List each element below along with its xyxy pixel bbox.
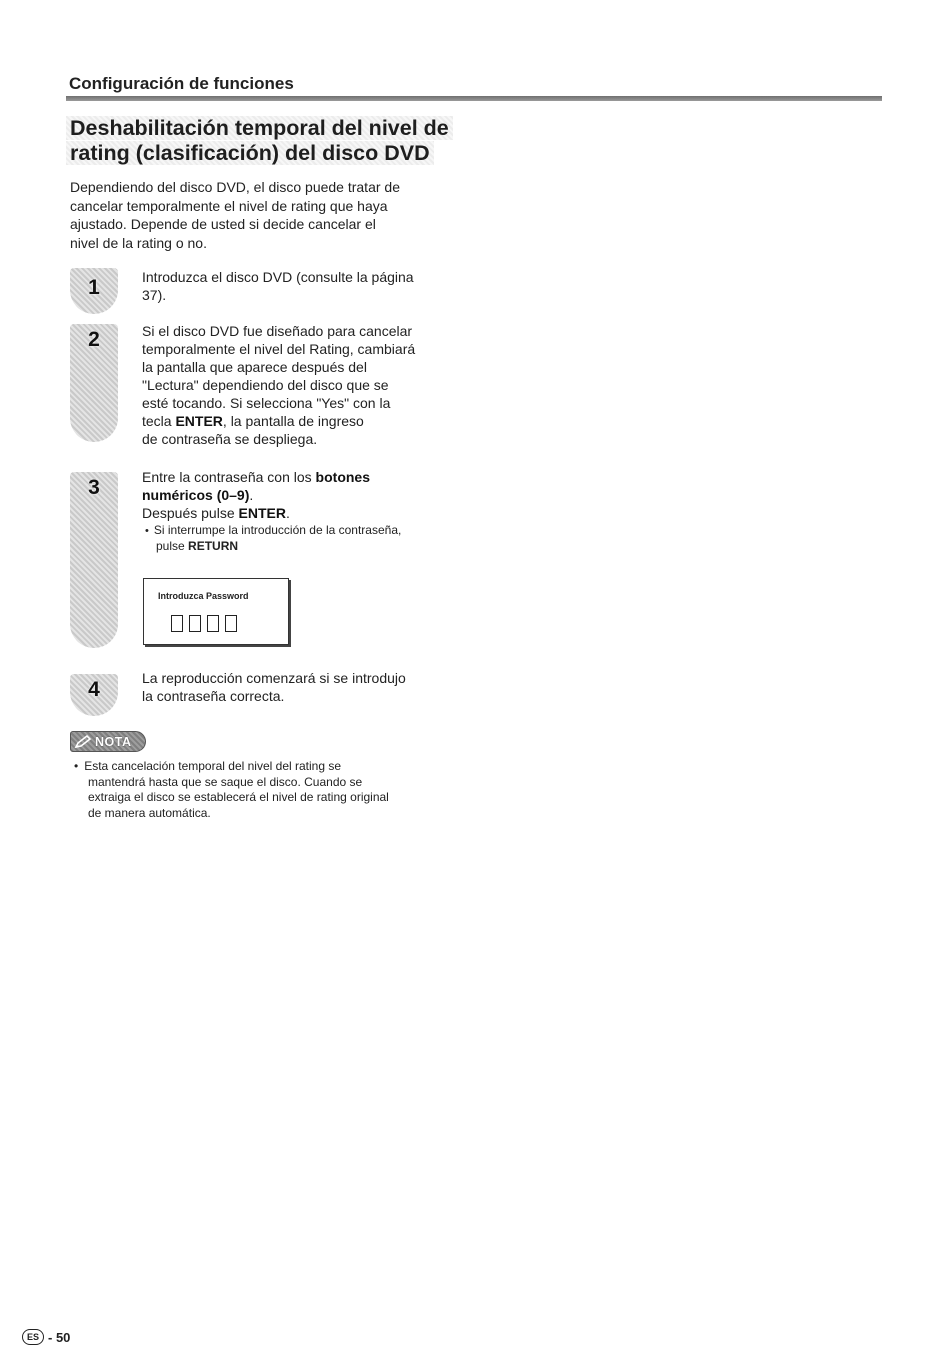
nota-line [74, 759, 464, 775]
step-4-text [142, 669, 467, 705]
step-3-text-run: . [285, 505, 290, 521]
page-footer [22, 1329, 70, 1345]
step-2-badge [70, 324, 118, 442]
sub-note-text: Si interrumpe la introducción de la contraseña, [153, 523, 402, 537]
step-1-number: 1 [88, 276, 100, 299]
step-2-line: de contraseña se despliega. [142, 431, 318, 447]
section-header: Configuración de funciones [69, 74, 294, 93]
step-4-number: 4 [88, 678, 100, 701]
step-2-text-run: , la pantalla de ingreso [222, 413, 364, 429]
nota-line: de manera automática. [88, 805, 211, 820]
page-title-line-1: Deshabilitación temporal del nivel de [66, 116, 453, 140]
password-digit-box [189, 615, 201, 632]
step-2-line: temporalmente el nivel del Rating, cambiará [142, 341, 416, 357]
step-4-badge [70, 674, 118, 716]
password-digit-boxes [171, 615, 243, 632]
bullet: • [74, 759, 79, 773]
step-2-number: 2 [88, 328, 100, 351]
bullet: • [145, 525, 149, 537]
step-3-text-run: Entre la contraseña con los [142, 469, 316, 485]
step-2-line: "Lectura" dependiendo del disco que se [142, 377, 389, 393]
intro-line: Dependiendo del disco DVD, el disco puede tratar de [70, 179, 400, 195]
return-key-label: RETURN [188, 539, 239, 553]
step-3-number: 3 [88, 476, 100, 499]
step-2-text-run: tecla [142, 413, 176, 429]
step-1-line: Introduzca el disco DVD (consulte la página [142, 269, 414, 285]
step-3-badge [70, 472, 118, 648]
password-osd-label: Introduzca Password [158, 591, 249, 601]
intro-paragraph [70, 178, 460, 252]
step-1-text [142, 268, 467, 304]
sub-note-text: pulse [156, 539, 189, 553]
intro-line: cancelar temporalmente el nivel de rating que haya [70, 197, 388, 214]
numeric-buttons-label: numéricos (0–9) [142, 487, 250, 503]
step-2-line: esté tocando. Si selecciona "Yes" con la [142, 395, 391, 411]
step-3-sub-note [145, 523, 465, 554]
page-number: - 50 [48, 1329, 71, 1345]
nota-text [74, 759, 464, 821]
nota-badge [70, 731, 146, 752]
password-digit-box [171, 615, 183, 632]
enter-key-label: ENTER [175, 413, 223, 429]
step-1-badge [70, 268, 118, 314]
pencil-icon [71, 732, 95, 751]
page-title-line-2: rating (clasificación) del disco DVD [66, 141, 434, 165]
step-3-text [142, 468, 467, 522]
step-2-text [142, 322, 467, 448]
header-rule [66, 96, 882, 101]
password-digit-box [225, 615, 237, 632]
language-es-icon: ES [22, 1329, 44, 1345]
nota-line-text: Esta cancelación temporal del nivel del rating se [84, 759, 342, 773]
step-2-line: la pantalla que aparece después del [142, 359, 367, 375]
step-4-line: La reproducción comenzará si se introdujo [142, 670, 406, 686]
sub-note-line [145, 539, 465, 554]
intro-line: nivel de la rating o no. [70, 234, 207, 251]
numeric-buttons-label: botones [315, 469, 370, 485]
sub-note-line [145, 523, 465, 539]
password-osd-box [143, 578, 289, 645]
step-4-line: la contraseña correcta. [142, 688, 285, 704]
step-3-text-run: . [249, 487, 254, 503]
step-3-line [142, 468, 467, 486]
step-3-line [142, 486, 467, 504]
page-title [66, 116, 456, 166]
step-2-line [142, 412, 467, 430]
nota-line: mantendrá hasta que se saque el disco. Cuando se [88, 774, 363, 789]
step-1-line: 37). [142, 287, 167, 303]
step-2-line: Si el disco DVD fue diseñado para cancelar [142, 323, 413, 339]
step-3-text-run: Después pulse [142, 505, 239, 521]
nota-line: extraiga el disco se establecerá el nivel de rating original [88, 790, 389, 804]
intro-line: ajustado. Depende de usted si decide cancelar el [70, 216, 376, 232]
password-digit-box [207, 615, 219, 632]
step-3-line [142, 504, 467, 522]
nota-label: NOTA [95, 734, 132, 749]
enter-key-label: ENTER [238, 505, 286, 521]
